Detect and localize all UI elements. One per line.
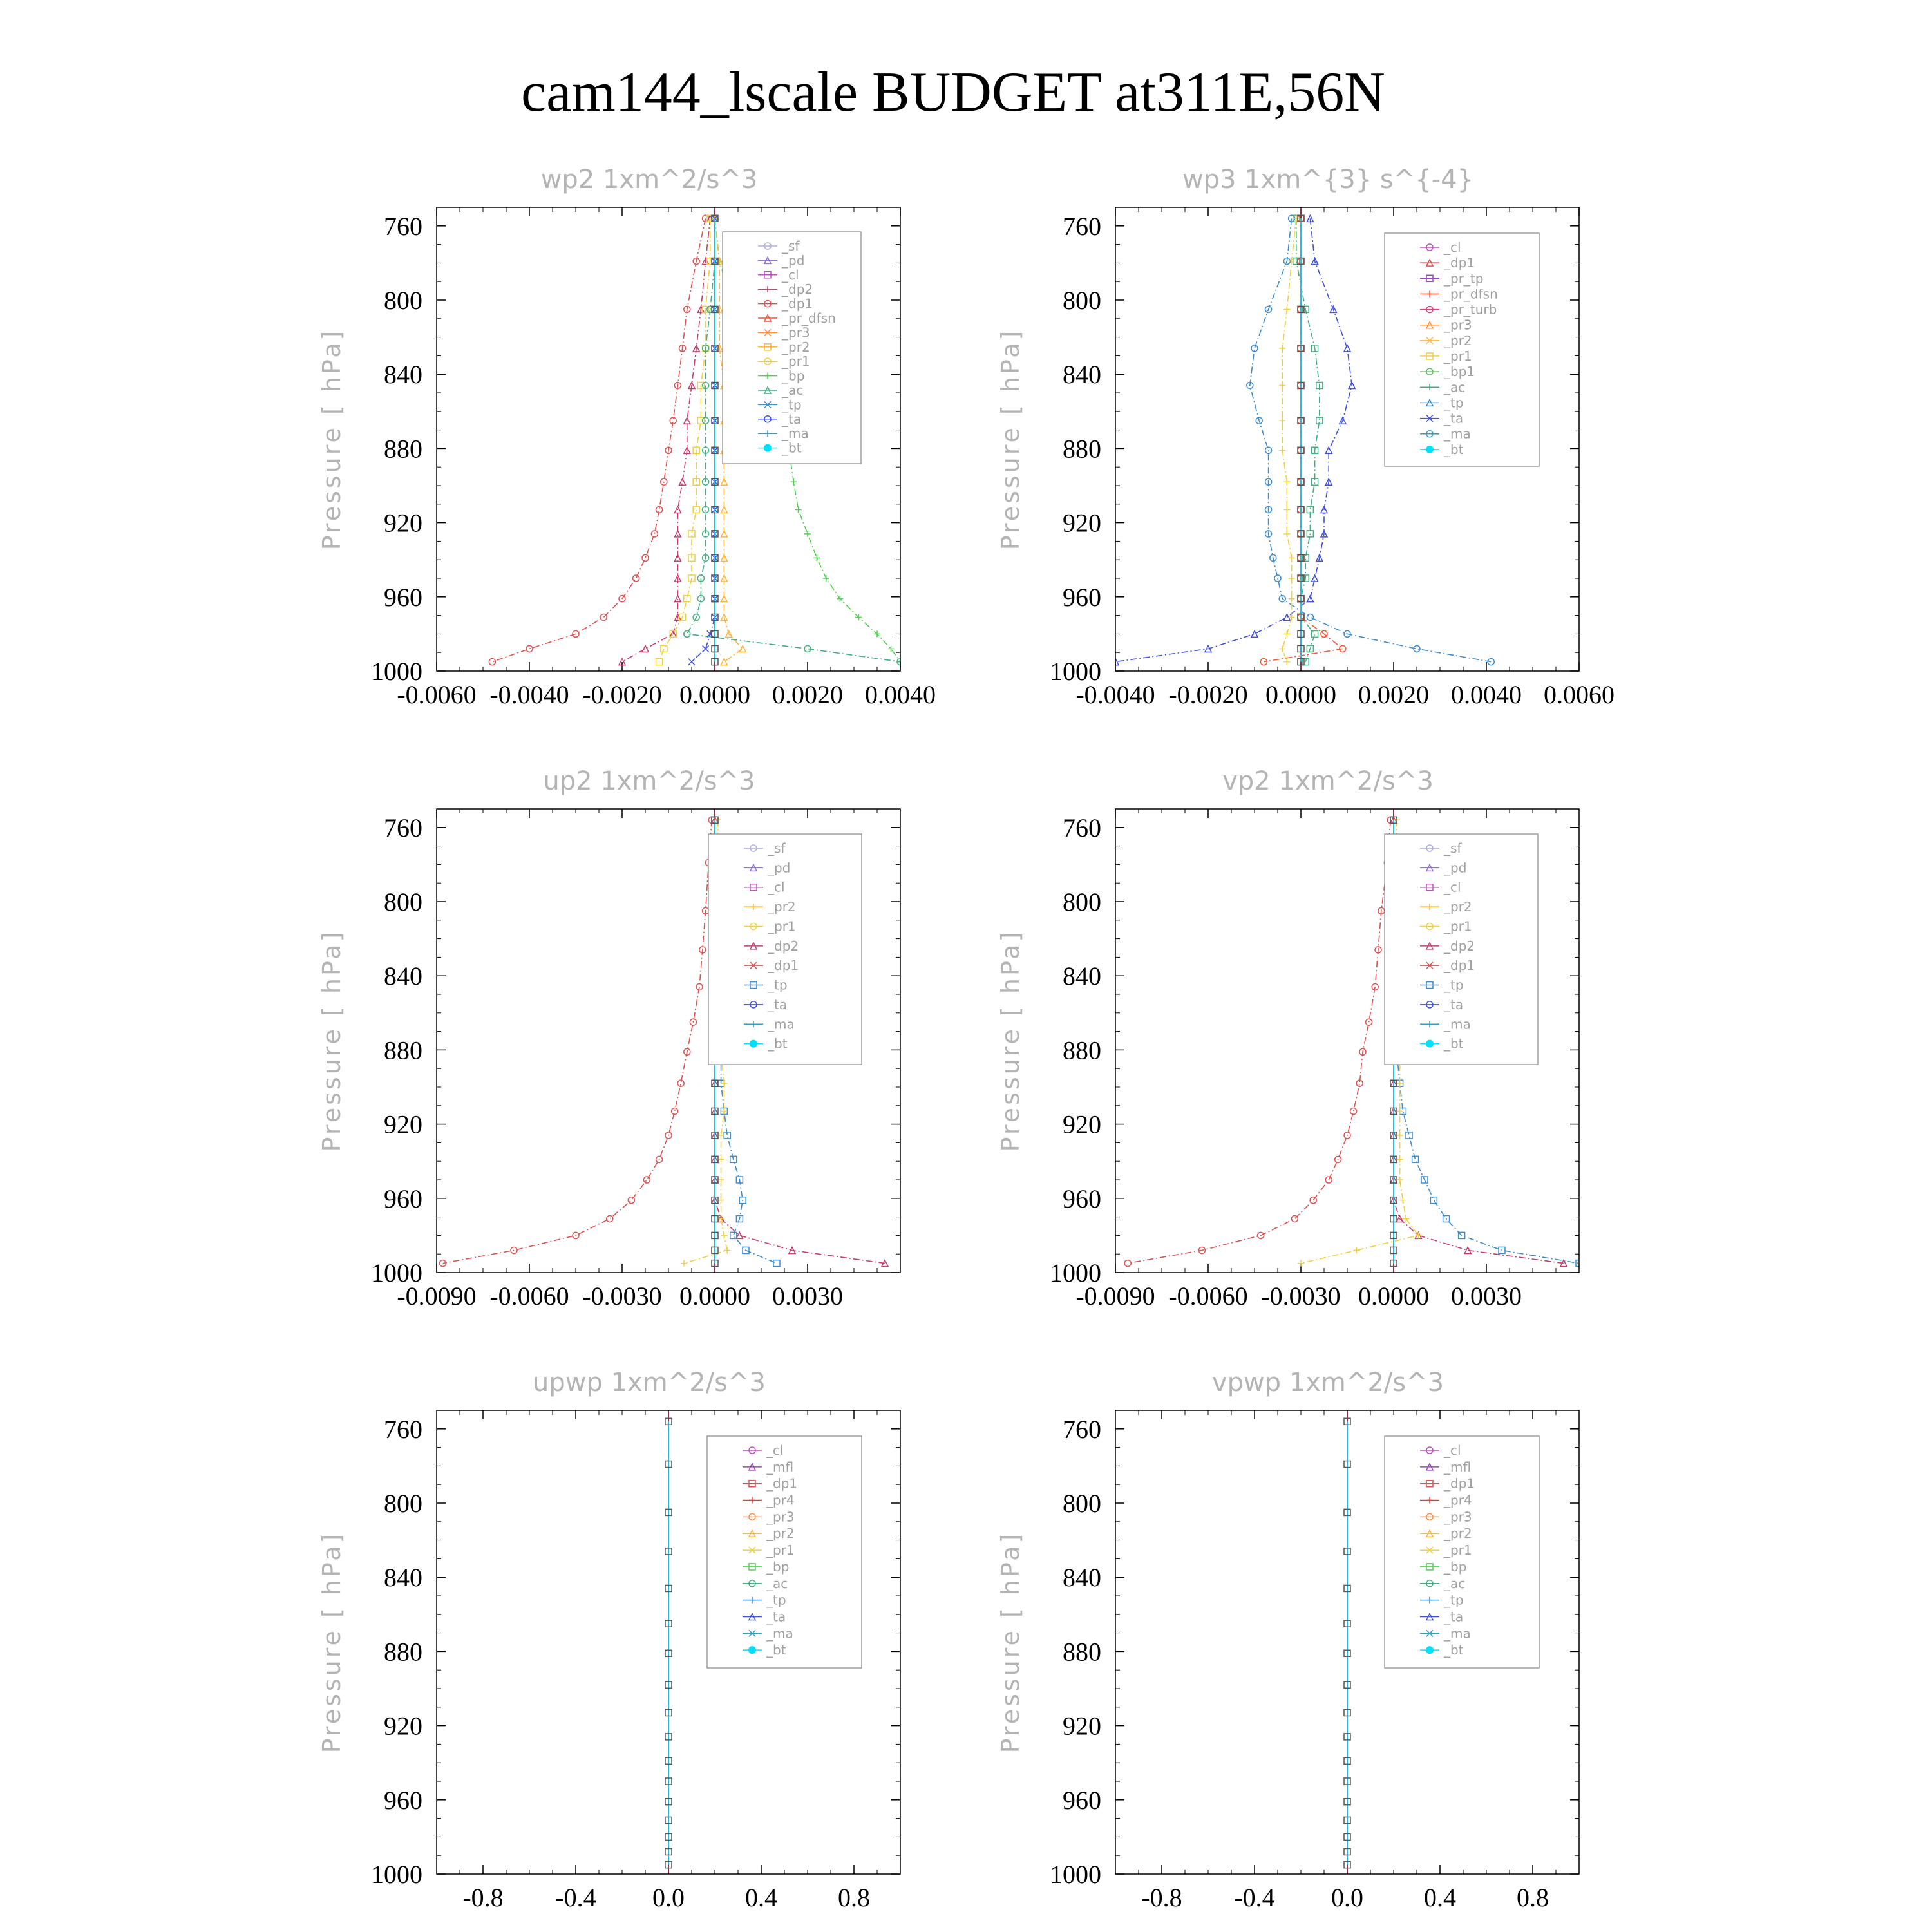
point-_pr1 <box>1279 417 1285 424</box>
legend-marker <box>1426 1040 1434 1048</box>
y-tick-label: 800 <box>384 1489 422 1518</box>
point-_dp1 <box>1350 1108 1357 1114</box>
x-tick-label: -0.0090 <box>397 1282 477 1311</box>
legend-entry: _sf <box>1444 840 1462 856</box>
legend-entry: _pr1 <box>782 354 810 370</box>
legend-entry: _pd <box>1444 860 1467 876</box>
point-_pr1 <box>1283 306 1290 312</box>
legend-entry: _pr_dfsn <box>1444 286 1498 302</box>
point-_tp <box>1499 1247 1505 1253</box>
legend-entry: _pd <box>768 860 791 876</box>
x-tick-label: 0.0020 <box>1358 680 1429 709</box>
legend-entry: _pr2 <box>1444 1526 1472 1542</box>
point-_pr1 <box>721 1232 727 1238</box>
y-tick-label: 920 <box>1063 1711 1101 1741</box>
point-_ta <box>707 630 714 637</box>
y-tick-label: 880 <box>1063 434 1101 464</box>
point-_pr1 <box>1289 575 1295 582</box>
series-line-_dp1 <box>492 218 705 661</box>
y-axis-label: Pressure [ hPa] <box>996 328 1025 551</box>
y-tick-label: 760 <box>1063 211 1101 241</box>
panel-1 <box>317 165 936 709</box>
series-line-_dp1 <box>443 820 712 1263</box>
y-tick-label: 840 <box>1063 360 1101 390</box>
point-_dp1 <box>643 1177 650 1183</box>
y-tick-label: 760 <box>384 1414 422 1444</box>
point-_dp1 <box>633 575 639 582</box>
point-_tp <box>1265 447 1272 453</box>
point-_pr1 <box>1397 1080 1403 1086</box>
x-tick-label: 0.0000 <box>679 1282 750 1311</box>
point-_pr1 <box>718 1177 724 1183</box>
legend-entry: _pr4 <box>766 1492 795 1508</box>
legend-entry: _ta <box>1444 410 1464 426</box>
x-tick-label: -0.0090 <box>1075 1282 1155 1311</box>
point-_tp <box>1412 1156 1419 1162</box>
x-tick-label: 0.0040 <box>1451 680 1522 709</box>
legend-entry: _mfl <box>1444 1459 1472 1475</box>
series-line-_pr1 <box>1282 218 1296 661</box>
x-tick-label: 0.0000 <box>679 680 750 709</box>
y-tick-label: 920 <box>384 1711 422 1741</box>
point-_pr1 <box>721 1108 727 1114</box>
legend-entry: _tp <box>1444 977 1464 993</box>
x-tick-label: -0.0030 <box>1261 1282 1341 1311</box>
legend-entry: _tp <box>1444 395 1464 411</box>
legend-entry: _ma <box>1444 1625 1471 1642</box>
legend-entry: _cl <box>1444 879 1461 895</box>
y-tick-label: 800 <box>384 887 422 916</box>
point-_dp2 <box>642 645 649 652</box>
legend-entry: _pr1 <box>1444 348 1472 364</box>
y-tick-label: 880 <box>384 434 422 464</box>
point-_tp <box>1307 614 1313 620</box>
legend-entry: _bt <box>1444 1036 1464 1052</box>
legend-entry: _ta <box>768 996 788 1012</box>
legend-entry: _pr3 <box>782 325 810 341</box>
legend-marker <box>748 1646 756 1654</box>
panel-title: wp3 1xm^{3} s^{-4} <box>1182 165 1474 194</box>
y-tick-label: 800 <box>1063 887 1101 916</box>
point-_dp1 <box>672 1108 678 1114</box>
legend-entry: _ta <box>1444 1609 1464 1625</box>
legend-entry: _pr2 <box>1444 332 1472 348</box>
legend-entry: _bt <box>768 1036 788 1052</box>
point-_pr1 <box>1283 531 1290 537</box>
y-tick-label: 800 <box>384 286 422 315</box>
panel-3 <box>317 766 900 1311</box>
point-_pr1 <box>693 506 699 513</box>
y-tick-label: 800 <box>1063 286 1101 315</box>
legend-entry: _bp <box>782 368 805 384</box>
legend-entry: _pr_tp <box>1444 270 1484 287</box>
legend-marker <box>1426 446 1434 453</box>
legend-entry: _pr2 <box>1444 899 1472 915</box>
legend-entry: _ta <box>782 411 802 427</box>
point-_pr1 <box>681 1260 687 1267</box>
point-_pr1 <box>1397 1156 1403 1162</box>
point-_ta <box>688 659 695 665</box>
legend-entry: _ma <box>766 1625 793 1642</box>
point-_pr1 <box>718 1132 724 1139</box>
point-_pr1 <box>1279 382 1285 388</box>
x-tick-label: -0.0040 <box>489 680 569 709</box>
legend-entry: _pr2 <box>766 1526 795 1542</box>
legend-entry: _bt <box>766 1642 786 1658</box>
series-line-_dp1 <box>1128 820 1390 1263</box>
legend-entry: _pr3 <box>1444 317 1472 333</box>
x-tick-label: -0.0060 <box>397 680 477 709</box>
panel-6 <box>996 1368 1579 1912</box>
legend-entry: _cl <box>782 267 799 283</box>
legend-entry: _pr3 <box>766 1509 795 1525</box>
x-tick-label: -0.8 <box>462 1883 504 1912</box>
panel-title: upwp 1xm^2/s^3 <box>533 1368 766 1397</box>
legend-entry: _ma <box>1444 426 1471 442</box>
legend-entry: _tp <box>1444 1592 1464 1608</box>
panel-2 <box>996 165 1615 709</box>
point-_pr1 <box>718 1197 724 1204</box>
point-_pr1 <box>1283 478 1290 485</box>
y-tick-label: 760 <box>1063 813 1101 842</box>
x-tick-label: 0.8 <box>1517 1883 1549 1912</box>
y-tick-label: 920 <box>384 508 422 538</box>
point-_dp2 <box>674 554 681 561</box>
point-_ta <box>1251 630 1258 637</box>
point-_tp <box>1406 1132 1412 1139</box>
y-tick-label: 880 <box>1063 1637 1101 1667</box>
y-tick-label: 840 <box>384 360 422 390</box>
panels <box>317 165 1615 1912</box>
legend-entry: _tp <box>782 397 802 413</box>
point-_dp2 <box>674 531 681 537</box>
x-tick-label: -0.4 <box>1234 1883 1275 1912</box>
y-tick-label: 1000 <box>371 1258 422 1287</box>
series-line-_dp2 <box>622 218 710 661</box>
x-tick-label: 0.0000 <box>1265 680 1336 709</box>
y-tick-label: 960 <box>384 1184 422 1213</box>
y-tick-label: 880 <box>1063 1036 1101 1065</box>
x-tick-label: 0.0 <box>652 1883 685 1912</box>
legend-entry: _ma <box>768 1016 795 1032</box>
panel-5 <box>317 1368 900 1912</box>
legend-marker <box>1426 1646 1434 1654</box>
y-tick-label: 960 <box>384 1785 422 1815</box>
legend-entry: _pr1 <box>1444 1542 1472 1558</box>
legend-entry: _sf <box>768 840 786 856</box>
legend-entry: _bp <box>766 1558 790 1575</box>
legend-marker <box>764 444 772 452</box>
legend-entry: _pr_dfsn <box>782 310 836 326</box>
x-tick-label: -0.0060 <box>1168 1282 1248 1311</box>
x-tick-label: 0.0030 <box>772 1282 843 1311</box>
legend-entry: _ac <box>1444 1575 1466 1591</box>
point-_pr1 <box>1399 1197 1406 1204</box>
y-tick-label: 1000 <box>371 1860 422 1889</box>
legend-entry: _pr2 <box>768 899 796 915</box>
point-_tp <box>730 1232 737 1238</box>
y-tick-label: 1000 <box>1050 1258 1101 1287</box>
point-_pr1 <box>1283 506 1290 513</box>
legend-entry: _cl <box>1444 240 1461 255</box>
legend-entry: _pr1 <box>768 918 796 934</box>
legend-entry: _sf <box>782 238 800 254</box>
point-_bp <box>813 554 820 561</box>
x-tick-label: 0.0020 <box>772 680 843 709</box>
y-tick-label: 960 <box>384 582 422 612</box>
x-tick-label: 0.0030 <box>1451 1282 1522 1311</box>
point-_bp <box>804 531 811 537</box>
point-_dp1 <box>642 554 649 561</box>
legend-entry: _dp2 <box>768 938 799 954</box>
legend-entry: _pr1 <box>766 1542 795 1558</box>
point-_tp <box>773 1260 780 1267</box>
y-tick-label: 760 <box>384 211 422 241</box>
y-axis-label: Pressure [ hPa] <box>317 328 346 551</box>
series-group <box>1344 1410 1350 1874</box>
y-tick-label: 1000 <box>1050 657 1101 686</box>
legend-entry: _ta <box>766 1609 786 1625</box>
point-_pr1 <box>1298 1260 1304 1267</box>
y-tick-label: 920 <box>384 1110 422 1139</box>
legend-entry: _dp1 <box>768 958 799 974</box>
point-_dp1 <box>489 659 495 665</box>
point-_pr1 <box>1397 1108 1403 1114</box>
y-axis-label: Pressure [ hPa] <box>317 929 346 1152</box>
legend-entry: _dp2 <box>1444 938 1475 954</box>
point-_pr1 <box>1289 596 1295 602</box>
point-_bp <box>790 478 797 485</box>
y-tick-label: 840 <box>1063 961 1101 991</box>
legend-entry: _ta <box>1444 996 1464 1012</box>
legend-entry: _pr_turb <box>1444 301 1497 317</box>
x-tick-label: -0.0040 <box>1075 680 1155 709</box>
point-_pr1 <box>1283 630 1290 637</box>
x-tick-label: -0.0060 <box>489 1282 569 1311</box>
y-axis-label: Pressure [ hPa] <box>996 1531 1025 1754</box>
legend-entry: _ac <box>782 383 804 398</box>
legend-entry: _tp <box>766 1592 786 1608</box>
legend-entry: _bp <box>1444 1558 1467 1575</box>
legend-entry: _tp <box>768 977 788 993</box>
y-tick-label: 920 <box>1063 1110 1101 1139</box>
point-_pr2 <box>721 506 727 513</box>
series-group <box>665 1410 672 1874</box>
point-_pr1 <box>718 1156 724 1162</box>
legend-entry: _ac <box>766 1575 788 1591</box>
legend-entry: _pr1 <box>1444 918 1472 934</box>
point-_dp1 <box>628 1197 634 1204</box>
point-_pr1 <box>661 645 667 652</box>
x-tick-label: 0.4 <box>1424 1883 1456 1912</box>
point-_pr1 <box>1397 1177 1403 1183</box>
legend-entry: _pr4 <box>1444 1492 1472 1508</box>
point-_pr1 <box>1279 447 1285 453</box>
legend-entry: _pd <box>782 252 805 269</box>
point-_tp <box>1430 1197 1437 1204</box>
y-axis-label: Pressure [ hPa] <box>996 929 1025 1152</box>
point-_pr1 <box>724 1247 730 1253</box>
x-tick-label: -0.0030 <box>582 1282 662 1311</box>
point-_pr2 <box>721 659 727 665</box>
panel-title: vpwp 1xm^2/s^3 <box>1211 1368 1444 1397</box>
point-_bp <box>823 575 829 582</box>
legend-entry: _dp1 <box>1444 1475 1475 1492</box>
y-tick-label: 920 <box>1063 508 1101 538</box>
legend-entry: _dp2 <box>782 281 813 298</box>
y-tick-label: 1000 <box>1050 1860 1101 1889</box>
x-tick-label: -0.0020 <box>582 680 662 709</box>
legend-entry: _dp1 <box>1444 255 1475 271</box>
point-_pr1 <box>1397 1132 1403 1139</box>
x-tick-label: 0.4 <box>745 1883 777 1912</box>
point-_dp1 <box>607 1215 613 1222</box>
y-tick-label: 840 <box>384 1563 422 1593</box>
y-tick-label: 880 <box>384 1036 422 1065</box>
legend-entry: _pr2 <box>782 339 810 355</box>
y-tick-label: 840 <box>384 961 422 991</box>
legend-entry: _bt <box>782 440 802 456</box>
panel-title: vp2 1xm^2/s^3 <box>1222 766 1434 796</box>
x-tick-label: 0.0040 <box>865 680 936 709</box>
x-tick-label: -0.8 <box>1141 1883 1182 1912</box>
y-tick-label: 800 <box>1063 1489 1101 1518</box>
legend-marker <box>750 1040 757 1048</box>
y-tick-label: 1000 <box>371 657 422 686</box>
point-_pr1 <box>1353 1247 1359 1253</box>
point-_pr1 <box>721 1080 727 1086</box>
panel-title: up2 1xm^2/s^3 <box>543 766 755 796</box>
legend-entry: _dp1 <box>782 296 813 312</box>
point-_pr2 <box>721 531 727 537</box>
legend-entry: _ma <box>1444 1016 1471 1032</box>
x-tick-label: 0.8 <box>838 1883 870 1912</box>
y-tick-label: 960 <box>1063 1184 1101 1213</box>
y-axis-label: Pressure [ hPa] <box>317 1531 346 1754</box>
legend-entry: _cl <box>766 1443 784 1458</box>
point-_dp1 <box>600 614 607 620</box>
point-_pr1 <box>1283 659 1290 665</box>
point-_pr1 <box>1289 554 1295 561</box>
legend-entry: _cl <box>768 879 785 895</box>
y-tick-label: 960 <box>1063 1785 1101 1815</box>
point-_dp1 <box>651 531 658 537</box>
point-_dp2 <box>674 596 681 602</box>
legend-entry: _pr3 <box>1444 1509 1472 1525</box>
legend-entry: _mfl <box>766 1459 794 1475</box>
legend-entry: _bt <box>1444 441 1464 457</box>
point-_ta <box>703 645 709 652</box>
legend-entry: _bt <box>1444 1642 1464 1658</box>
point-_bp <box>837 596 843 602</box>
legend-entry: _cl <box>1444 1443 1461 1458</box>
x-tick-label: -0.4 <box>555 1883 596 1912</box>
legend-entry: _dp1 <box>766 1475 798 1492</box>
x-tick-label: 0.0060 <box>1544 680 1615 709</box>
y-tick-label: 960 <box>1063 582 1101 612</box>
legend-entry: _dp1 <box>1444 958 1475 974</box>
point-_pr2 <box>739 645 746 652</box>
point-_bp <box>888 645 895 652</box>
y-tick-label: 840 <box>1063 1563 1101 1593</box>
legend-entry: _ma <box>782 426 809 442</box>
point-_dp2 <box>684 417 690 424</box>
y-tick-label: 880 <box>384 1637 422 1667</box>
point-_pr1 <box>1279 345 1285 352</box>
x-tick-label: 0.0 <box>1331 1883 1363 1912</box>
figure-title: cam144_lscale BUDGET at311E,56N <box>521 61 1385 124</box>
legend-entry: _bp1 <box>1444 364 1475 380</box>
y-tick-label: 760 <box>1063 1414 1101 1444</box>
point-_dp1 <box>1325 1177 1332 1183</box>
point-_dp1 <box>1291 1215 1298 1222</box>
y-tick-label: 760 <box>384 813 422 842</box>
panel-title: wp2 1xm^2/s^3 <box>540 165 758 194</box>
panel-4 <box>996 766 1582 1311</box>
point-_pr1 <box>1279 645 1285 652</box>
x-tick-label: 0.0000 <box>1358 1282 1429 1311</box>
point-_bp <box>795 506 802 513</box>
point-_dp1 <box>526 645 533 652</box>
legend-entry: _ac <box>1444 379 1466 395</box>
x-tick-label: -0.0020 <box>1168 680 1248 709</box>
